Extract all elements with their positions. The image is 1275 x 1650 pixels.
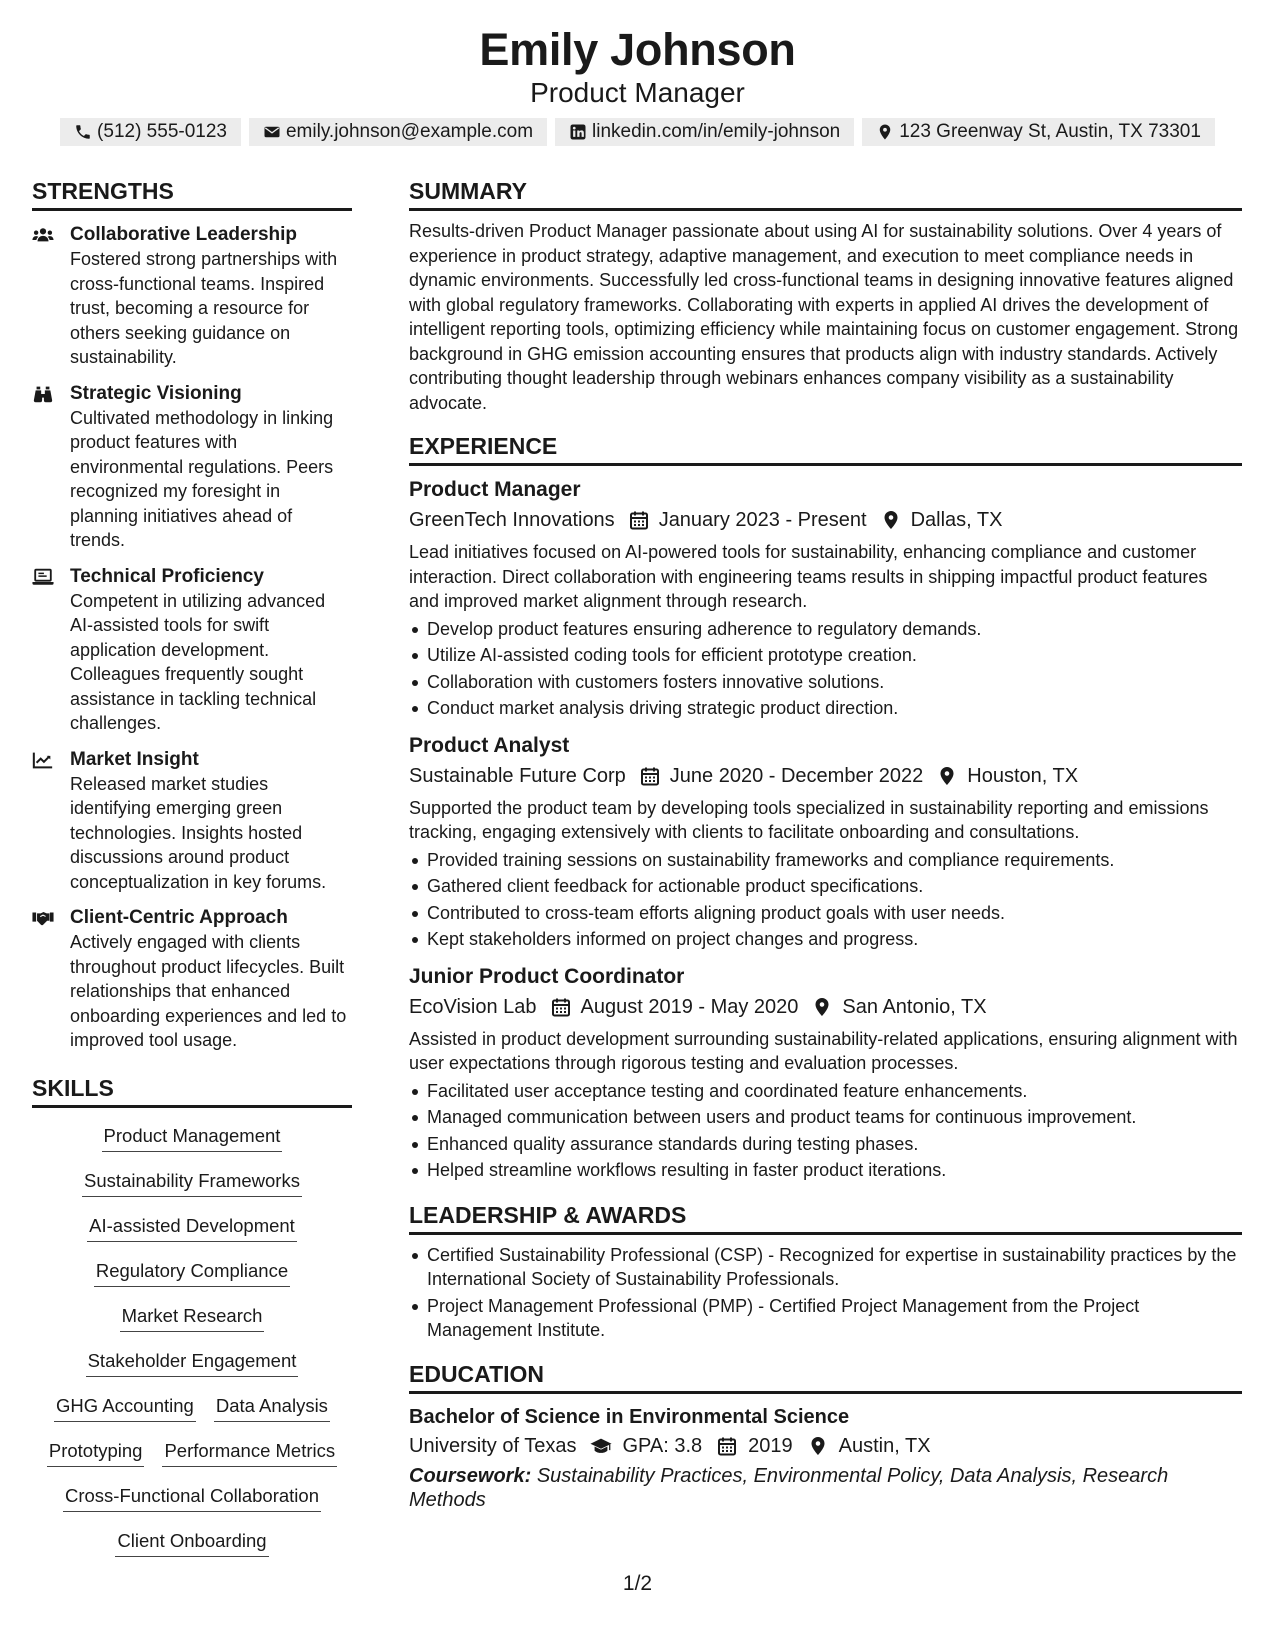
- strength-title: Client-Centric Approach: [70, 907, 288, 928]
- job-location: San Antonio, TX: [842, 995, 987, 1018]
- skills-list: [32, 1116, 352, 1566]
- calendar-icon: [716, 1436, 738, 1456]
- contact-address-text: 123 Greenway St, Austin, TX 73301: [899, 121, 1201, 142]
- skill-tag: Cross-Functional Collaboration: [63, 1484, 321, 1512]
- skill-tag: Sustainability Frameworks: [82, 1169, 302, 1197]
- job-bullets: [409, 847, 1242, 953]
- strength-description: Actively engaged with clients throughout product lifecycles. Built relationships that enhanced onboarding experiences and led to improved tool usage.: [70, 932, 347, 1050]
- job-meta: [409, 993, 1242, 1021]
- bullet-item: Utilize AI-assisted coding tools for efficient prototype creation.: [409, 642, 1242, 669]
- phone-icon: [74, 123, 92, 141]
- map-pin-icon: [807, 1436, 829, 1456]
- strength-description: Released market studies identifying emerging green technologies. Insights hosted discussions around product conceptualization in key forums.: [70, 773, 327, 892]
- contact-linkedin[interactable]: [555, 118, 854, 146]
- binoculars-icon: [32, 384, 54, 404]
- job-description: Lead initiatives focused on AI-powered tools for sustainability, enhancing compliance and customer interaction. Direct collaboration with engineering teams results in shipping impactful product features and improved market alignment through research.: [409, 542, 1208, 611]
- education-coursework: [409, 1464, 1242, 1512]
- calendar-icon: [629, 510, 649, 530]
- bullet-item: Facilitated user acceptance testing and coordinated feature enhancements.: [409, 1078, 1242, 1105]
- strength-description: Cultivated methodology in linking product features with environmental regulations. Peers recognized my foresight in planning initiatives ahead of trends.: [70, 407, 334, 550]
- job-entry: [409, 476, 1242, 722]
- education-gpa: GPA: 3.8: [622, 1434, 703, 1457]
- bullet-item: Contributed to cross-team efforts aligning product goals with user needs.: [409, 900, 1242, 927]
- skill-tag: Data Analysis: [214, 1394, 330, 1422]
- skill-tag: Client Onboarding: [115, 1529, 268, 1557]
- map-pin-icon: [881, 510, 901, 530]
- skill-tag: Market Research: [120, 1304, 265, 1332]
- map-pin-icon: [812, 997, 832, 1017]
- contact-linkedin-text: linkedin.com/in/emily-johnson: [592, 121, 841, 142]
- map-pin-icon: [876, 123, 894, 141]
- skills-heading: SKILLS: [32, 1073, 352, 1108]
- job-description: Assisted in product development surrounding sustainability-related applications, ensuring alignment with user expectations through rigorous testing and evaluation processes.: [409, 1028, 1238, 1073]
- strength-description: Competent in utilizing advanced AI-assisted tools for swift application development. Colleagues frequently sought assistance in tackling technical challenges.: [70, 590, 326, 733]
- job-dates: August 2019 - May 2020: [580, 995, 799, 1018]
- job-meta: [409, 762, 1242, 790]
- linkedin-icon: [569, 123, 587, 141]
- bullet-item: Collaboration with customers fosters innovative solutions.: [409, 669, 1242, 696]
- calendar-icon: [551, 997, 571, 1017]
- job-meta: [409, 506, 1242, 534]
- skill-tag: Regulatory Compliance: [94, 1259, 290, 1287]
- skill-tag: AI-assisted Development: [87, 1214, 297, 1242]
- bullet-item: Enhanced quality assurance standards during testing phases.: [409, 1131, 1242, 1158]
- contact-email[interactable]: [249, 118, 547, 146]
- resume-header: [0, 0, 1275, 146]
- contact-email-text: emily.johnson@example.com: [285, 121, 534, 142]
- bullet-item: Gathered client feedback for actionable product specifications.: [409, 873, 1242, 900]
- award-item: Certified Sustainability Professional (CSP) - Recognized for expertise in sustainability practices by the International Society of Sustainability Professionals.: [409, 1243, 1242, 1292]
- laptop-icon: [32, 567, 54, 587]
- map-pin-icon: [937, 766, 957, 786]
- users-icon: [32, 225, 54, 245]
- education-meta: [409, 1432, 1242, 1460]
- experience-heading: EXPERIENCE: [409, 431, 1242, 466]
- contact-address: [862, 118, 1215, 146]
- education-location: Austin, TX: [838, 1434, 931, 1457]
- summary-text: Results-driven Product Manager passionate about using AI for sustainability solutions. Over 4 years of experience in product strategy, adaptive management, and execution to meet compliance needs in dynamic environments. Successfully led cross-functional teams in designing innovative features aligned with global regulatory frameworks. Collaborating with experts in applied AI drives the development of intelligent reporting tools, optimizing efficiency while maintaining focus on customer engagement. Strong background in GHG emission accounting ensures that products align with industry standards. Actively contributing thought leadership through webinars enhances company visibility as a sustainability advocate.: [409, 221, 1239, 413]
- job-company: GreenTech Innovations: [409, 509, 615, 531]
- strength-title: Market Insight: [70, 748, 199, 770]
- candidate-name: Emily Johnson: [479, 24, 796, 75]
- strength-item: [32, 748, 352, 895]
- graduation-cap-icon: [590, 1436, 612, 1456]
- job-title: Junior Product Coordinator: [409, 964, 685, 988]
- bullet-item: Kept stakeholders informed on project changes and progress.: [409, 926, 1242, 953]
- coursework-label: Coursework:: [409, 1464, 532, 1487]
- contact-phone[interactable]: [60, 118, 241, 146]
- strength-item: [32, 223, 352, 370]
- strengths-heading: STRENGTHS: [32, 176, 352, 211]
- strength-item: [32, 382, 352, 553]
- education-degree: Bachelor of Science in Environmental Science: [409, 1405, 850, 1428]
- calendar-icon: [640, 766, 660, 786]
- skill-tag: Performance Metrics: [162, 1439, 337, 1467]
- awards-list: [409, 1243, 1242, 1343]
- education-heading: EDUCATION: [409, 1359, 1242, 1394]
- education-year: 2019: [748, 1434, 793, 1457]
- candidate-role: Product Manager: [530, 77, 745, 108]
- strength-item: [32, 565, 352, 736]
- coursework-list: Sustainability Practices, Environmental Policy, Data Analysis, Research Methods: [409, 1464, 1169, 1511]
- skill-tag: Prototyping: [47, 1439, 145, 1467]
- bullet-item: Provided training sessions on sustainability frameworks and compliance requirements.: [409, 847, 1242, 874]
- job-location: Houston, TX: [967, 764, 1079, 787]
- handshake-icon: [32, 908, 54, 928]
- job-bullets: [409, 1078, 1242, 1184]
- job-company: Sustainable Future Corp: [409, 764, 626, 787]
- chart-line-icon: [32, 750, 54, 770]
- strength-title: Collaborative Leadership: [70, 224, 298, 245]
- envelope-icon: [263, 123, 281, 141]
- contact-bar: [0, 118, 1275, 146]
- job-dates: January 2023 - Present: [658, 509, 867, 531]
- awards-heading: LEADERSHIP & AWARDS: [409, 1200, 1242, 1235]
- skill-tag: GHG Accounting: [54, 1394, 196, 1422]
- strength-title: Strategic Visioning: [70, 382, 242, 404]
- job-company: EcoVision Lab: [409, 995, 537, 1018]
- job-title: Product Manager: [409, 478, 581, 501]
- job-entry: [409, 732, 1242, 953]
- page-number: 1/2: [622, 1572, 653, 1595]
- bullet-item: Helped streamline workflows resulting in faster product iterations.: [409, 1157, 1242, 1184]
- job-location: Dallas, TX: [910, 509, 1003, 531]
- education-school: University of Texas: [409, 1434, 577, 1457]
- strength-title: Technical Proficiency: [70, 565, 264, 587]
- skill-tag: Stakeholder Engagement: [86, 1349, 299, 1377]
- summary-heading: SUMMARY: [409, 176, 1242, 211]
- strength-description: Fostered strong partnerships with cross-functional teams. Inspired trust, becoming a resource for others seeking guidance on sustainability.: [70, 249, 338, 367]
- job-entry: [409, 963, 1242, 1184]
- bullet-item: Managed communication between users and product teams for continuous improvement.: [409, 1104, 1242, 1131]
- bullet-item: Conduct market analysis driving strategic product direction.: [409, 695, 1242, 722]
- strength-item: [32, 906, 352, 1053]
- left-column: [32, 176, 352, 1566]
- bullet-item: Develop product features ensuring adherence to regulatory demands.: [409, 616, 1242, 643]
- job-description: Supported the product team by developing tools specialized in sustainability reporting and emissions tracking, engaging extensively with clients to facilitate onboarding and consultations.: [409, 797, 1209, 842]
- right-column: [409, 176, 1242, 1512]
- contact-phone-text: (512) 555-0123: [97, 121, 227, 142]
- job-bullets: [409, 616, 1242, 722]
- job-title: Product Analyst: [409, 733, 570, 757]
- job-dates: June 2020 - December 2022: [669, 764, 924, 787]
- skill-tag: Product Management: [102, 1124, 283, 1152]
- award-item: Project Management Professional (PMP) - Certified Project Management from the Project Management Institute.: [409, 1294, 1242, 1343]
